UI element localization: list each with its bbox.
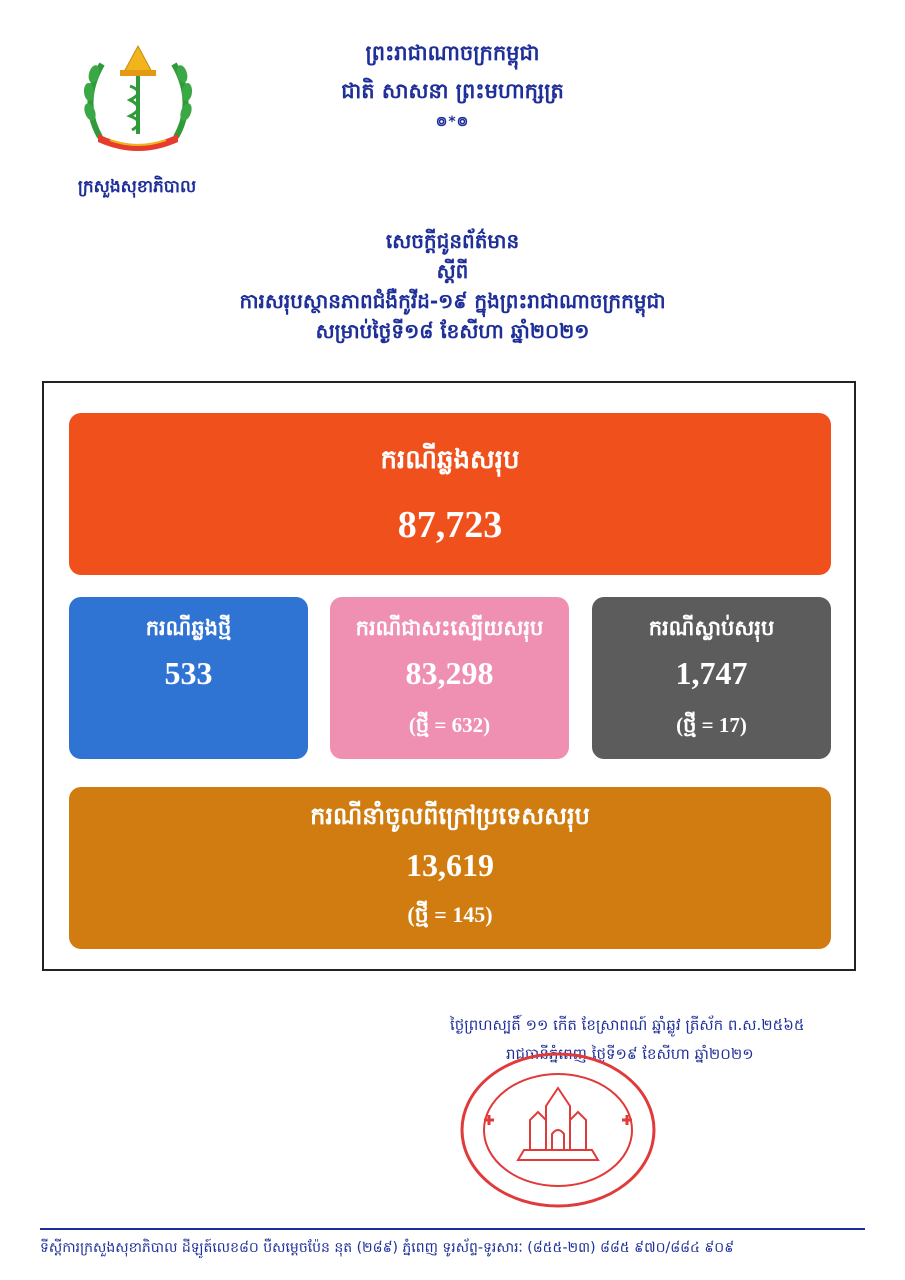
total-cases-card bbox=[69, 413, 831, 575]
deaths-value: 1,747 bbox=[675, 655, 748, 691]
deaths-card bbox=[592, 597, 831, 759]
footer-divider bbox=[40, 1228, 865, 1230]
lunar-date: ថ្ងៃព្រហស្បតិ៍ ១១ កើត ខែស្រាពណ៍ ឆ្នាំឆ្លូវ ត្រីស័ក ព.ស.២៥៦៥ bbox=[450, 1016, 805, 1034]
ministry-logo bbox=[80, 42, 196, 158]
kingdom-title: ព្រះរាជាណាចក្រកម្ពុជា bbox=[365, 41, 540, 65]
ministry-address: ទីស្តីការក្រសួងសុខាភិបាល ដីឡូត៍លេខ៨០ បឺសម្តេចប៉ែន នុត (២៨៩) ភ្នំពេញ ទូរស័ព្ទ-ទូរសារៈ (៨៥៥-២៣) ៨៨៥ ៩៧០/៨៨៤ ៩០៩ bbox=[40, 1240, 735, 1256]
national-motto: ជាតិ សាសនា ព្រះមហាក្សត្រ bbox=[341, 79, 564, 103]
announcement-subtitle: ស្តីពី bbox=[436, 259, 469, 283]
new-cases-card bbox=[69, 597, 308, 759]
official-stamp bbox=[458, 1050, 658, 1210]
ornament: ៙*៙ bbox=[435, 114, 470, 130]
recovered-label: ករណីជាសះស្បើយសរុប bbox=[355, 616, 544, 640]
ministry-name: ក្រសួងសុខាភិបាល bbox=[77, 177, 197, 197]
new-cases-label: ករណីឆ្លងថ្មី bbox=[145, 616, 232, 640]
new-cases-value: 533 bbox=[164, 655, 213, 691]
recovered-card bbox=[330, 597, 569, 759]
imported-cases-value: 13,619 bbox=[406, 847, 494, 883]
recovered-value: 83,298 bbox=[405, 655, 494, 691]
announcement-date: សម្រាប់ថ្ងៃទី១៨ ខែសីហា ឆ្នាំ២០២១ bbox=[315, 319, 590, 343]
deaths-label: ករណីស្លាប់សរុប bbox=[648, 616, 775, 640]
solar-date: រាជធានីភ្នំពេញ ថ្ងៃទី១៩ ខែសីហា ឆ្នាំ២០២១ bbox=[506, 1045, 754, 1063]
recovered-new: (ថ្មី = 632) bbox=[408, 713, 491, 737]
deaths-new: (ថ្មី = 17) bbox=[676, 713, 747, 737]
announcement-title: សេចក្តីជូនព័ត៌មាន bbox=[385, 229, 520, 253]
total-cases-value: 87,723 bbox=[397, 504, 503, 546]
imported-cases-card bbox=[69, 787, 831, 949]
total-cases-label: ករណីឆ្លងសរុប bbox=[380, 445, 520, 475]
stats-panel bbox=[42, 381, 856, 971]
announcement-topic: ការសរុបស្ថានភាពជំងឺកូវីដ-១៩ ក្នុងព្រះរាជាណាចក្រកម្ពុជា bbox=[239, 289, 666, 313]
imported-cases-label: ករណីនាំចូលពីក្រៅប្រទេសសរុប bbox=[310, 802, 590, 830]
imported-cases-new: (ថ្មី = 145) bbox=[407, 902, 493, 927]
